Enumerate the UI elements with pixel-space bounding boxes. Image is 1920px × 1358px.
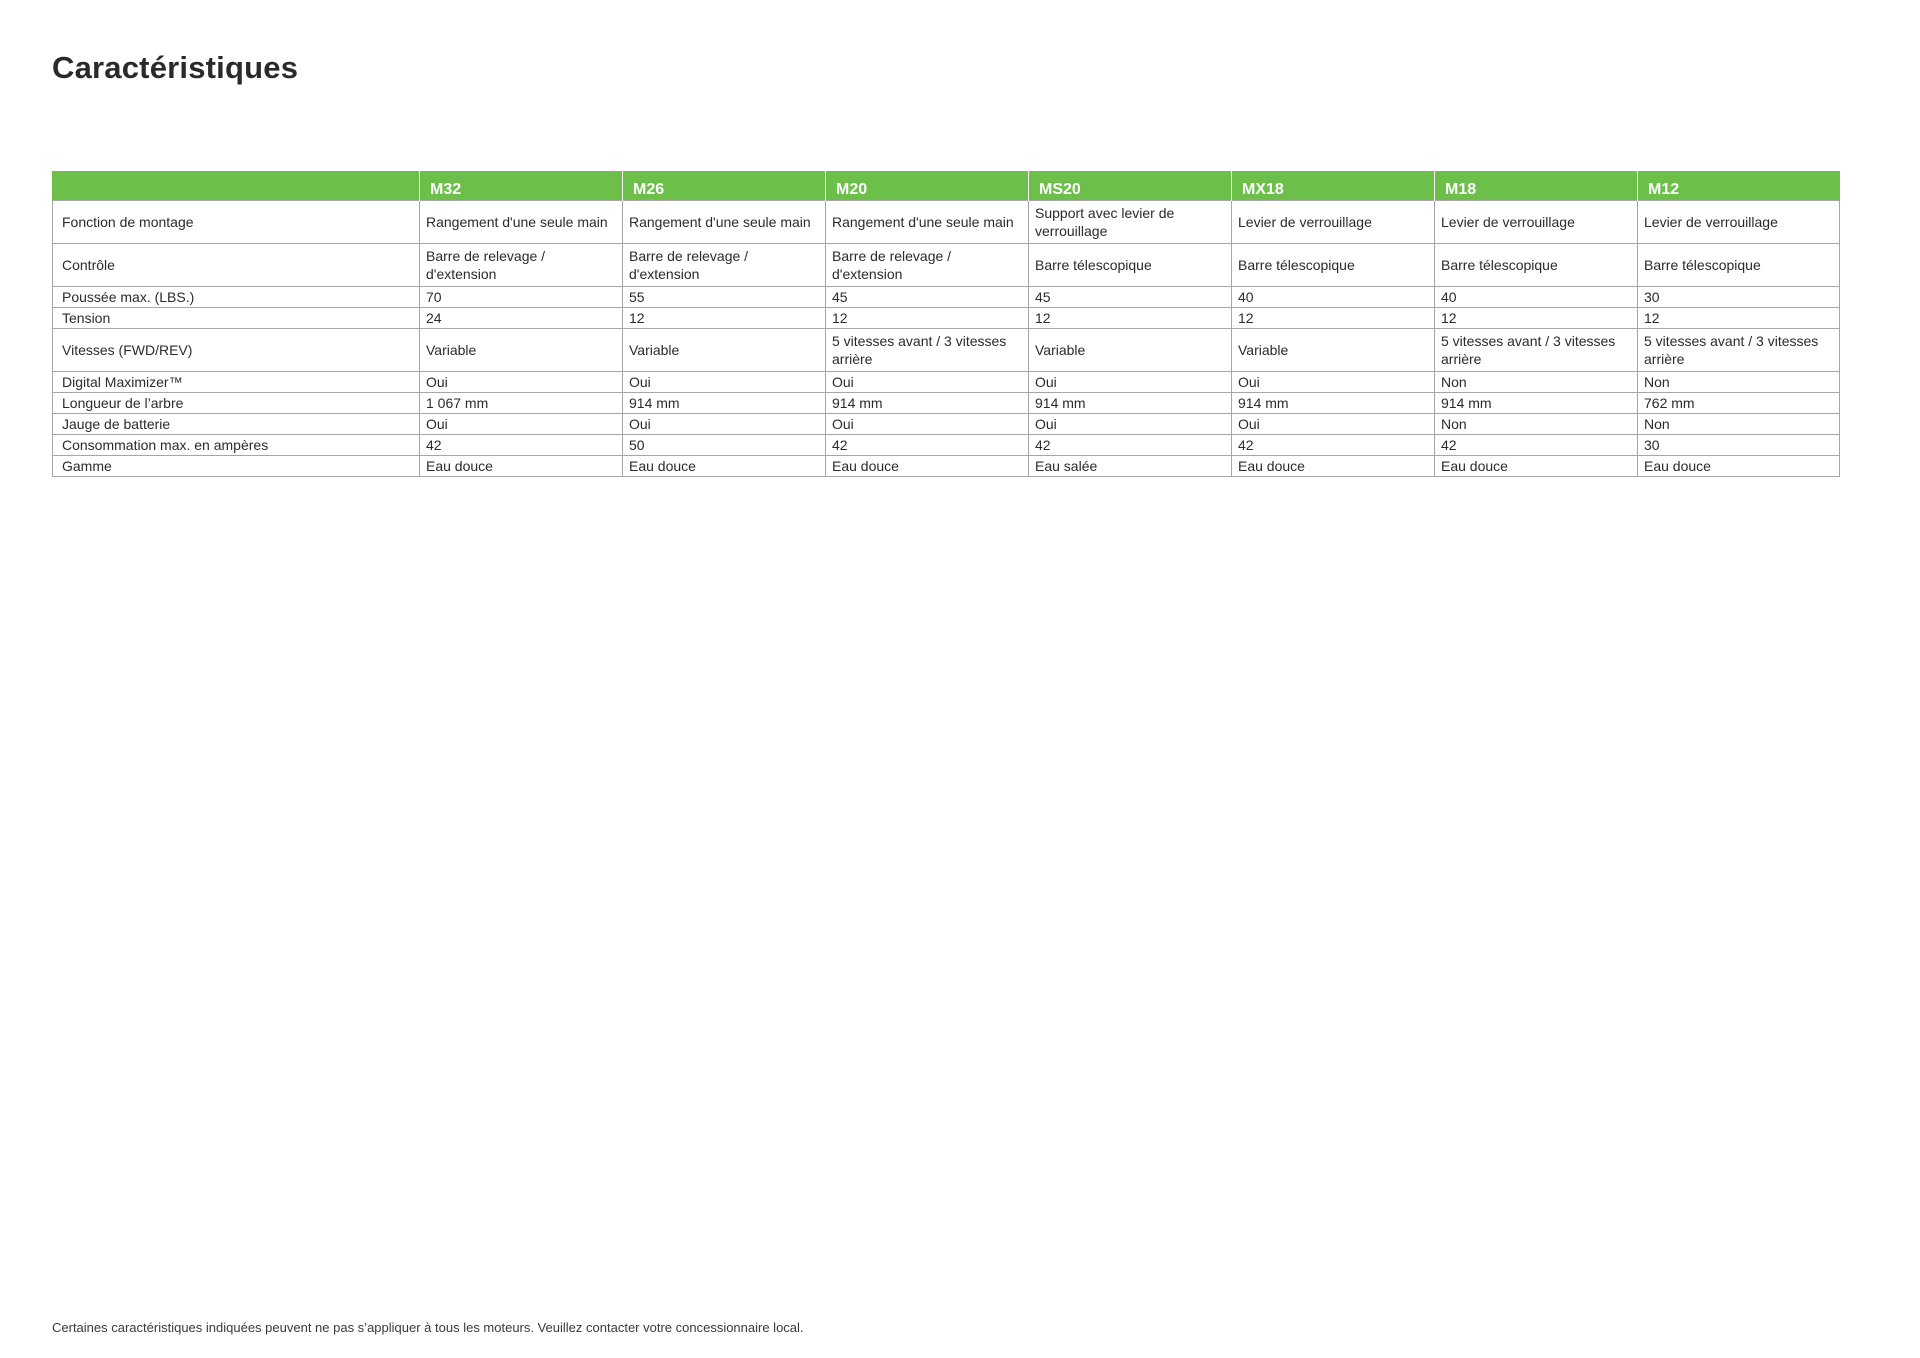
table-cell: 914 mm [1435,393,1638,414]
row-label: Longueur de l’arbre [53,393,420,414]
table-cell: Oui [826,372,1029,393]
table-cell: 12 [826,308,1029,329]
table-cell: Oui [826,414,1029,435]
row-label: Contrôle [53,244,420,287]
table-cell: Eau douce [1435,456,1638,477]
table-cell: Support avec levier de verrouillage [1029,201,1232,244]
table-cell: 1 067 mm [420,393,623,414]
table-cell: 45 [826,287,1029,308]
row-label: Fonction de montage [53,201,420,244]
table-cell: 42 [1029,435,1232,456]
table-cell: 12 [1029,308,1232,329]
table-cell: 70 [420,287,623,308]
table-cell: 12 [1232,308,1435,329]
table-cell: Oui [420,414,623,435]
table-cell: Eau douce [1232,456,1435,477]
header-cell-m12: M12 [1638,171,1840,201]
table-cell: 42 [1435,435,1638,456]
table-row [53,372,1840,393]
table-cell: 42 [826,435,1029,456]
table-cell: Levier de verrouillage [1232,201,1435,244]
table-row [53,414,1840,435]
table-cell: Oui [623,414,826,435]
table-cell: 5 vitesses avant / 3 vitesses arrière [826,329,1029,372]
header-cell-m26: M26 [623,171,826,201]
table-cell: Variable [1029,329,1232,372]
table-cell: Oui [623,372,826,393]
table-cell: Barre télescopique [1638,244,1840,287]
row-label: Consommation max. en ampères [53,435,420,456]
header-cell-empty [53,171,420,201]
table-cell: 30 [1638,435,1840,456]
table-cell: Variable [623,329,826,372]
table-cell: 55 [623,287,826,308]
table-cell: Rangement d'une seule main [623,201,826,244]
table-row [53,308,1840,329]
table-row [53,244,1840,287]
specifications-table [52,171,1840,477]
table-cell: Non [1435,372,1638,393]
table-cell: 914 mm [1029,393,1232,414]
table-cell: Oui [1232,372,1435,393]
table-cell: Rangement d'une seule main [826,201,1029,244]
table-cell: 762 mm [1638,393,1840,414]
table-cell: Eau douce [420,456,623,477]
table-cell: 24 [420,308,623,329]
table-row [53,456,1840,477]
table-cell: Eau douce [623,456,826,477]
page-title: Caractéristiques [52,50,299,85]
table-cell: Barre télescopique [1232,244,1435,287]
row-label: Digital Maximizer™ [53,372,420,393]
table-row [53,329,1840,372]
row-label: Jauge de batterie [53,414,420,435]
table-row [53,435,1840,456]
header-cell-m18: M18 [1435,171,1638,201]
table-cell: Oui [420,372,623,393]
table-header-row [53,171,1840,201]
header-cell-mx18: MX18 [1232,171,1435,201]
header-cell-m32: M32 [420,171,623,201]
table-cell: 914 mm [623,393,826,414]
table-cell: Variable [420,329,623,372]
table-cell: Non [1435,414,1638,435]
table-cell: 40 [1232,287,1435,308]
row-label: Tension [53,308,420,329]
table-cell: 12 [1435,308,1638,329]
table-cell: Barre télescopique [1029,244,1232,287]
row-label: Poussée max. (LBS.) [53,287,420,308]
table-row [53,393,1840,414]
table-cell: 914 mm [1232,393,1435,414]
table-cell: 30 [1638,287,1840,308]
table-cell: Non [1638,372,1840,393]
table-cell: Barre de relevage / d'extension [623,244,826,287]
header-cell-ms20: MS20 [1029,171,1232,201]
table-cell: 12 [623,308,826,329]
table-cell: 50 [623,435,826,456]
table-cell: 914 mm [826,393,1029,414]
table-cell: Oui [1232,414,1435,435]
table-cell: 45 [1029,287,1232,308]
table-cell: 5 vitesses avant / 3 vitesses arrière [1435,329,1638,372]
table-cell: Barre télescopique [1435,244,1638,287]
table-cell: Eau douce [826,456,1029,477]
table-cell: Rangement d'une seule main [420,201,623,244]
table-row [53,201,1840,244]
table-cell: Variable [1232,329,1435,372]
footnote: Certaines caractéristiques indiquées peuvent ne pas s’appliquer à tous les moteurs. Veuillez contacter votre concessionnaire local. [52,1320,804,1335]
table-cell: Barre de relevage / d'extension [826,244,1029,287]
header-cell-m20: M20 [826,171,1029,201]
row-label: Gamme [53,456,420,477]
table-cell: Levier de verrouillage [1638,201,1840,244]
table-cell: Oui [1029,372,1232,393]
table-cell: Oui [1029,414,1232,435]
table-cell: Eau douce [1638,456,1840,477]
table-cell: Barre de relevage / d'extension [420,244,623,287]
table-cell: 5 vitesses avant / 3 vitesses arrière [1638,329,1840,372]
table-cell: 12 [1638,308,1840,329]
table-cell: Eau salée [1029,456,1232,477]
table-cell: 40 [1435,287,1638,308]
table-cell: 42 [1232,435,1435,456]
table-cell: 42 [420,435,623,456]
row-label: Vitesses (FWD/REV) [53,329,420,372]
table-cell: Levier de verrouillage [1435,201,1638,244]
table-row [53,287,1840,308]
table-cell: Non [1638,414,1840,435]
